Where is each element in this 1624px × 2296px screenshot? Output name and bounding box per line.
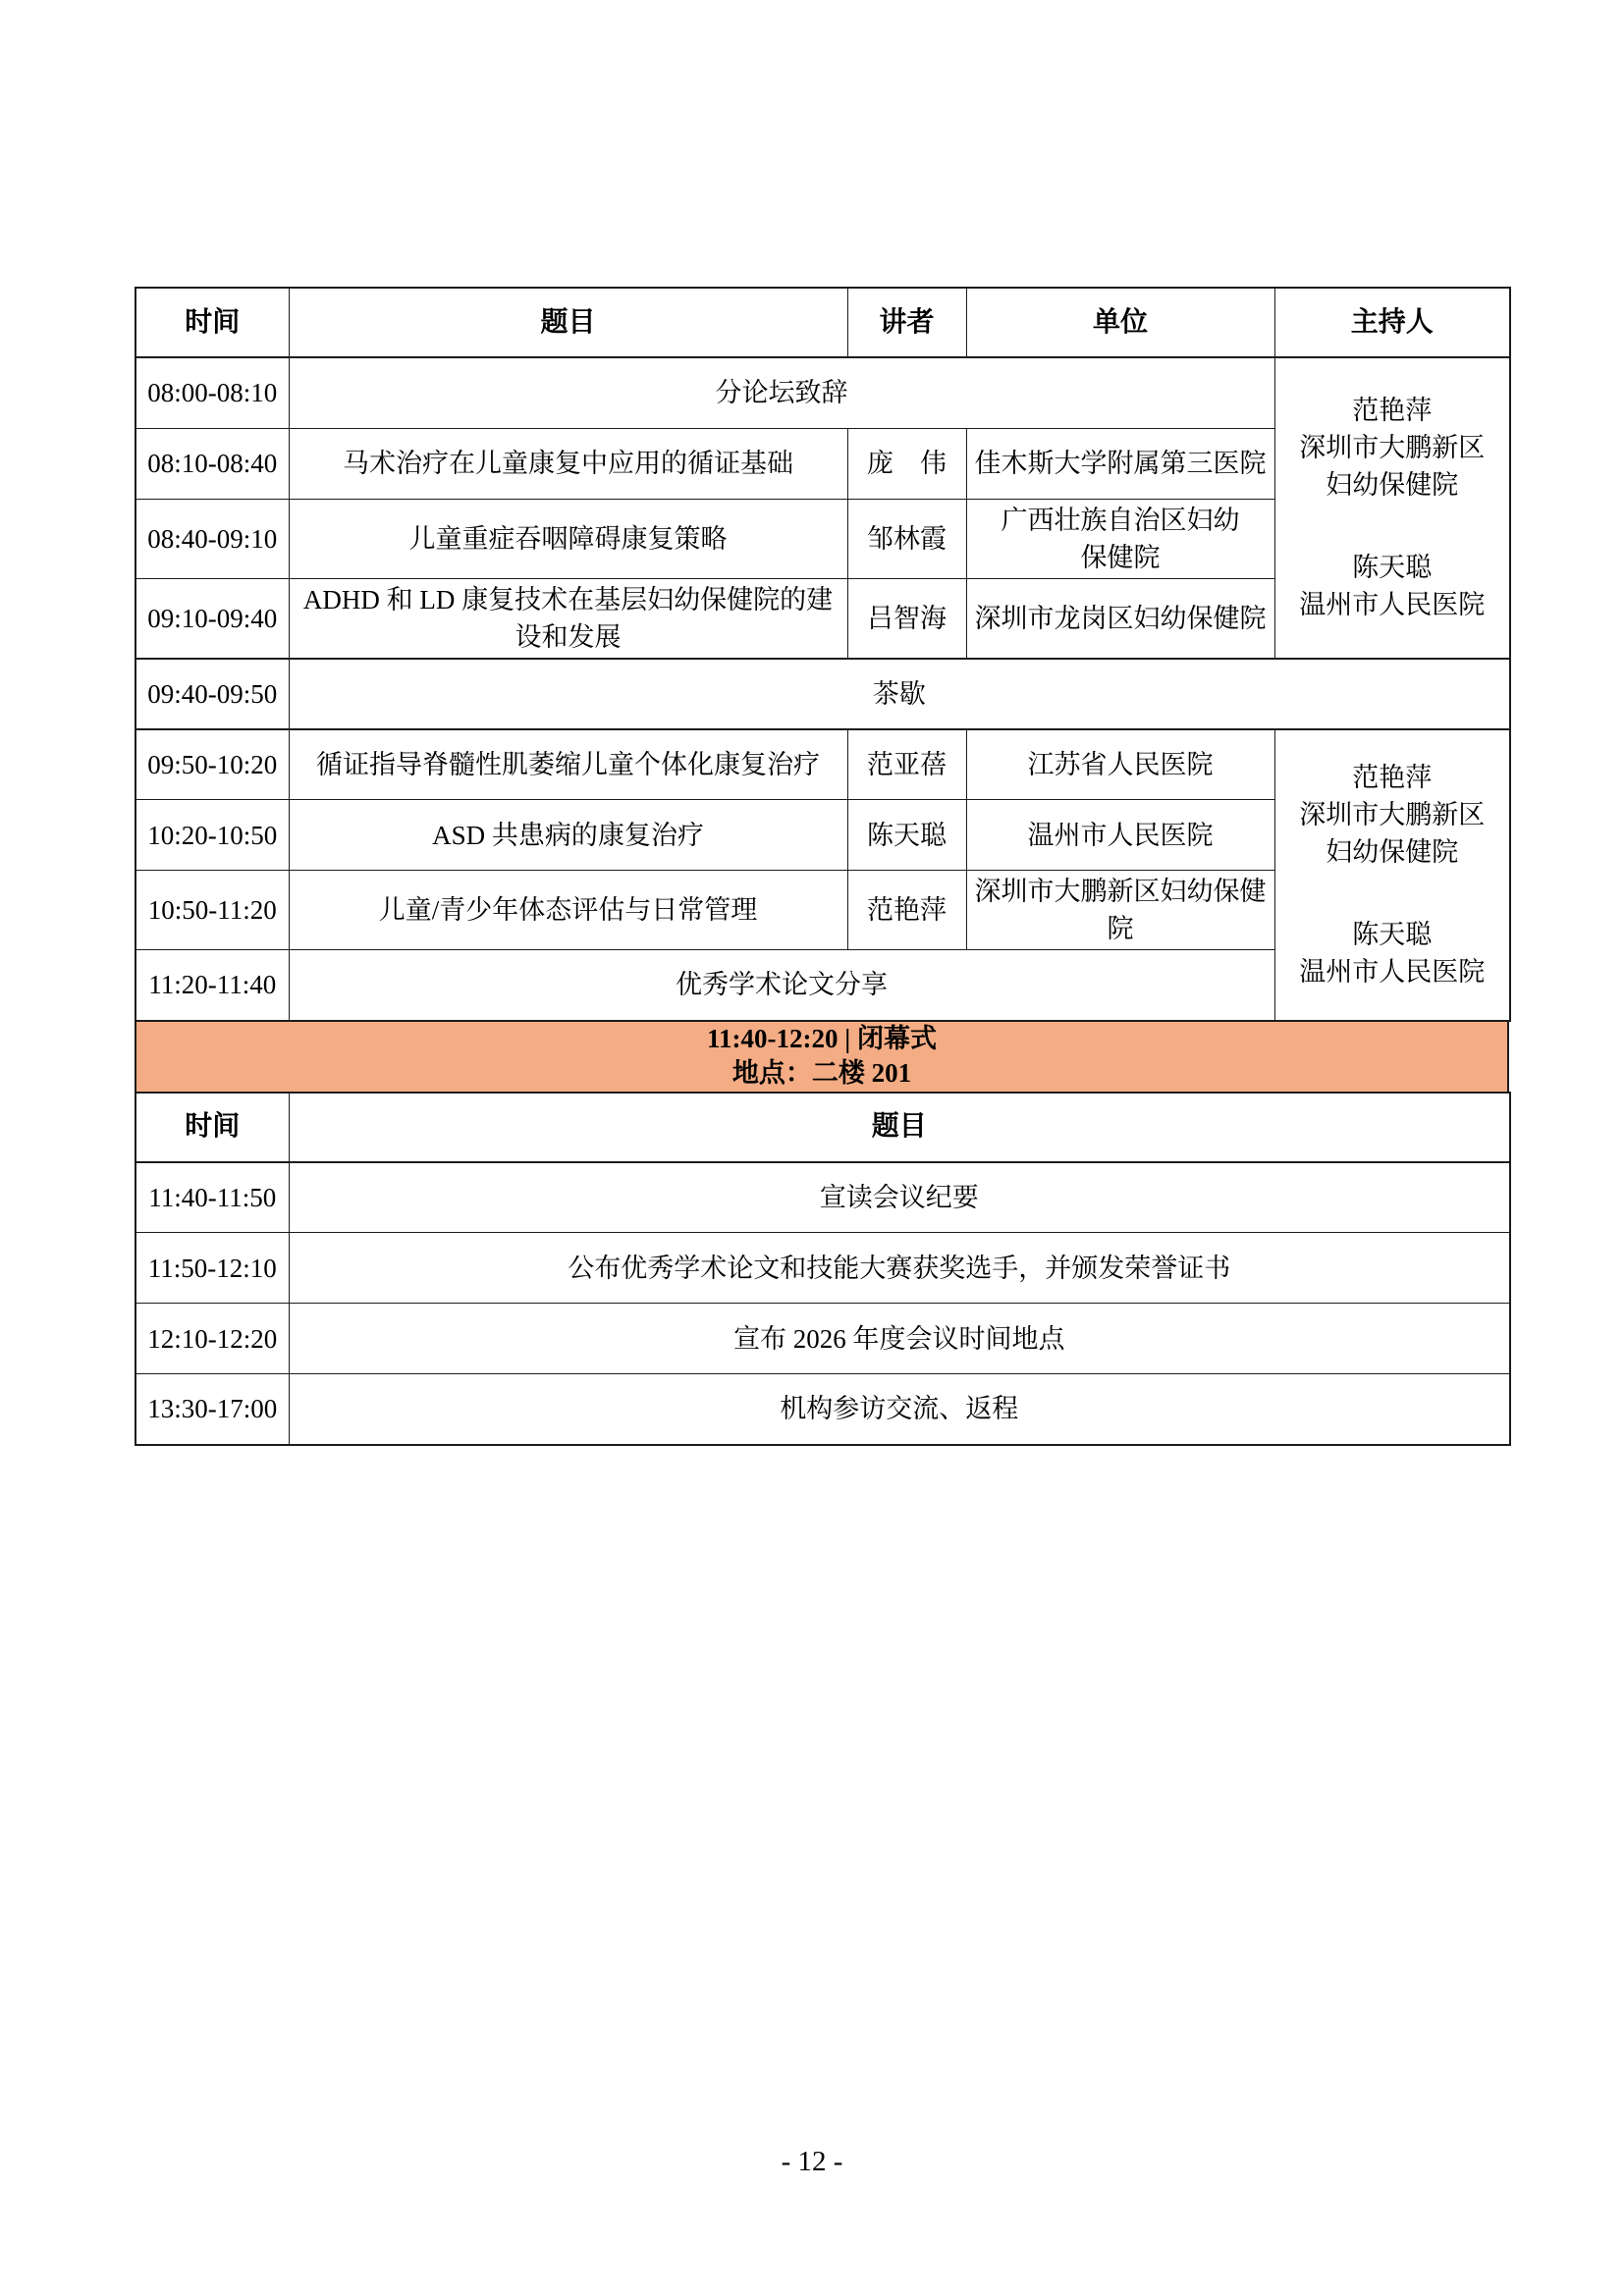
session-title: 马术治疗在儿童康复中应用的循证基础 xyxy=(289,428,847,499)
session-speaker: 庞 伟 xyxy=(847,428,966,499)
session-org: 佳木斯大学附属第三医院 xyxy=(966,428,1274,499)
table-row xyxy=(135,729,1510,800)
table-row xyxy=(135,1233,1510,1304)
page-number: - 12 - xyxy=(781,2146,843,2177)
banner-location: 地点：二楼 201 xyxy=(731,1058,912,1088)
table-row xyxy=(135,357,1510,428)
session-title: 循证指导脊髓性肌萎缩儿童个体化康复治疗 xyxy=(289,729,847,800)
session-title: 儿童重症吞咽障碍康复策略 xyxy=(289,499,847,578)
header-time: 时间 xyxy=(135,1093,289,1162)
closing-time: 12:10-12:20 xyxy=(135,1304,289,1374)
session-title: 分论坛致辞 xyxy=(289,357,1274,428)
closing-title: 宣布 2026 年度会议时间地点 xyxy=(289,1304,1510,1374)
session-org: 温州市人民医院 xyxy=(966,800,1274,871)
table-row xyxy=(135,1374,1510,1445)
closing-title: 宣读会议纪要 xyxy=(289,1162,1510,1233)
moderator-org: 温州市人民医院 xyxy=(1299,957,1486,987)
session-time: 10:50-11:20 xyxy=(135,871,289,950)
closing-title: 公布优秀学术论文和技能大赛获奖选手，并颁发荣誉证书 xyxy=(289,1233,1510,1304)
session-speaker: 范艳萍 xyxy=(847,871,966,950)
header-time: 时间 xyxy=(135,288,289,357)
session-title: ADHD 和 LD 康复技术在基层妇幼保健院的建设和发展 xyxy=(289,578,847,659)
session-org: 江苏省人民医院 xyxy=(966,729,1274,800)
session-time: 09:50-10:20 xyxy=(135,729,289,800)
moderator-gap xyxy=(1285,871,1500,916)
moderator-name: 范艳萍 xyxy=(1352,763,1433,792)
moderator-block xyxy=(1285,759,1500,990)
session-time: 09:10-09:40 xyxy=(135,578,289,659)
moderator-org: 深圳市大鹏新区妇幼保健院 xyxy=(1299,433,1486,501)
closing-title: 机构参访交流、返程 xyxy=(289,1374,1510,1445)
tea-break-label: 茶歇 xyxy=(289,659,1510,729)
session-time: 08:40-09:10 xyxy=(135,499,289,578)
closing-time: 11:40-11:50 xyxy=(135,1162,289,1233)
tea-break-row xyxy=(135,659,1510,729)
moderator-name: 陈天聪 xyxy=(1352,920,1433,949)
banner-time-title: 11:40-12:20 | 闭幕式 xyxy=(707,1024,937,1053)
session-table-header-row xyxy=(135,288,1510,357)
table-row xyxy=(135,1162,1510,1233)
session-speaker: 邹林霞 xyxy=(847,499,966,578)
session-time: 10:20-10:50 xyxy=(135,800,289,871)
session-org-text: 广西壮族自治区妇幼保健院 xyxy=(1001,505,1240,572)
moderator-block xyxy=(1285,392,1500,623)
moderator-org: 深圳市大鹏新区妇幼保健院 xyxy=(1299,800,1486,867)
moderator-name: 陈天聪 xyxy=(1352,553,1433,583)
header-org: 单位 xyxy=(966,288,1274,357)
closing-table-header-row xyxy=(135,1093,1510,1162)
header-speaker: 讲者 xyxy=(847,288,966,357)
header-title: 题目 xyxy=(289,288,847,357)
closing-time: 13:30-17:00 xyxy=(135,1374,289,1445)
session-speaker: 陈天聪 xyxy=(847,800,966,871)
session-speaker: 范亚蓓 xyxy=(847,729,966,800)
header-title: 题目 xyxy=(289,1093,1510,1162)
header-moderator: 主持人 xyxy=(1274,288,1510,357)
session-org: 深圳市龙岗区妇幼保健院 xyxy=(966,578,1274,659)
session-title: 儿童/青少年体态评估与日常管理 xyxy=(289,871,847,950)
closing-table xyxy=(135,1092,1511,1446)
session-title: 优秀学术论文分享 xyxy=(289,950,1274,1021)
moderator-name: 范艳萍 xyxy=(1352,396,1433,426)
closing-time: 11:50-12:10 xyxy=(135,1233,289,1304)
session-time: 09:40-09:50 xyxy=(135,659,289,729)
moderator-cell-morning xyxy=(1274,357,1510,659)
session-org-text: 深圳市大鹏新区妇幼保健院 xyxy=(974,877,1267,943)
session-time: 08:00-08:10 xyxy=(135,357,289,428)
program-content xyxy=(135,287,1509,1446)
moderator-gap xyxy=(1285,504,1500,549)
session-org xyxy=(966,871,1274,950)
session-table xyxy=(135,287,1511,1022)
table-row xyxy=(135,1304,1510,1374)
session-time: 11:20-11:40 xyxy=(135,950,289,1021)
session-time: 08:10-08:40 xyxy=(135,428,289,499)
moderator-org: 温州市人民医院 xyxy=(1299,590,1486,620)
session-org xyxy=(966,499,1274,578)
session-title: ASD 共患病的康复治疗 xyxy=(289,800,847,871)
session-speaker: 吕智海 xyxy=(847,578,966,659)
closing-ceremony-banner xyxy=(135,1022,1509,1092)
moderator-cell-late-morning xyxy=(1274,729,1510,1021)
